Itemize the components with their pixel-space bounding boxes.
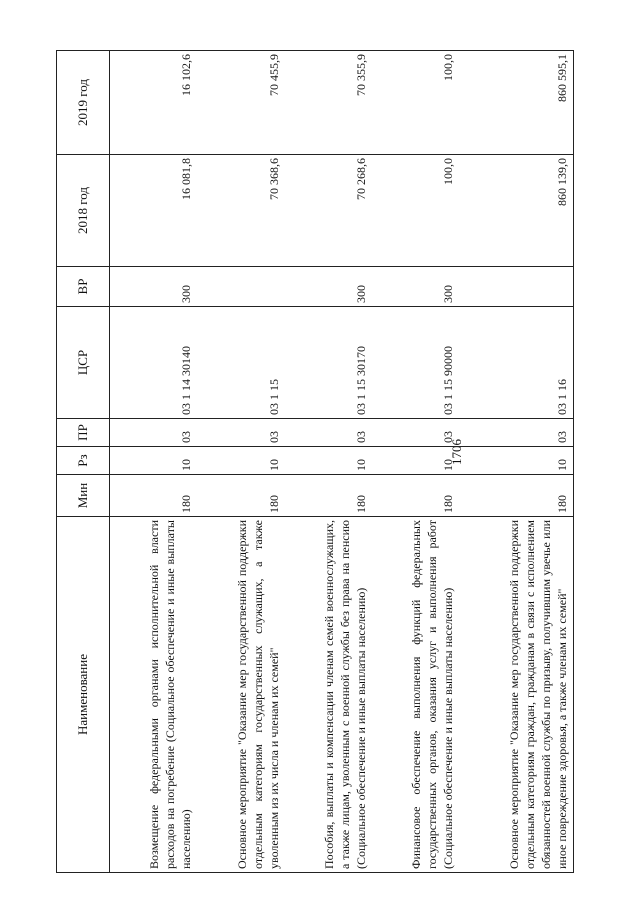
- row-name: Основное мероприятие "Оказание мер государственной поддержки отдельным категориям государственных служащих, а также уволенным из их числа и членам их семей": [197, 517, 284, 873]
- row-min: 180: [285, 475, 372, 517]
- row-pr: 03: [459, 419, 574, 447]
- row-min: 180: [110, 475, 198, 517]
- row-name: Финансовое обеспечение выполнения функций федеральных государственных органов, оказания услуг и выполнения работ (Социальное обеспечение и иные выплаты населению): [372, 517, 459, 873]
- row-2019: 860 595,1: [459, 51, 574, 155]
- table-header-row: [57, 51, 110, 873]
- row-rz: 10: [110, 447, 198, 475]
- budget-table: [56, 50, 574, 873]
- row-2018: 860 139,0: [459, 155, 574, 267]
- row-2018: 70 268,6: [285, 155, 372, 267]
- row-2019: 100,0: [372, 51, 459, 155]
- header-pr: ПР: [57, 419, 110, 447]
- row-rz: 10: [285, 447, 372, 475]
- row-vr: 300: [110, 267, 198, 307]
- row-pr: 03: [285, 419, 372, 447]
- row-2019: 70 455,9: [197, 51, 284, 155]
- row-min: 180: [372, 475, 459, 517]
- header-2018: 2018 год: [57, 155, 110, 267]
- row-csr: 03 1 16: [459, 307, 574, 419]
- row-2019: 16 102,6: [110, 51, 198, 155]
- table-row: [285, 51, 372, 873]
- row-rz: 10: [197, 447, 284, 475]
- row-rz: 10: [459, 447, 574, 475]
- row-csr: 03 1 14 30140: [110, 307, 198, 419]
- row-2018: 70 368,6: [197, 155, 284, 267]
- row-2018: 16 081,8: [110, 155, 198, 267]
- row-vr: 300: [372, 267, 459, 307]
- table-row: [110, 51, 198, 873]
- header-rz: Рз: [57, 447, 110, 475]
- row-name: Основное мероприятие "Оказание мер государственной поддержки отдельным категориям граждан, гражданам в связи с исполнением обязанностей военной службы по призыву, получившим увечье или иное повреждение здоровья, а также членам их семей": [459, 517, 574, 873]
- row-csr: 03 1 15 90000: [372, 307, 459, 419]
- table-row: [459, 51, 574, 873]
- row-min: 180: [459, 475, 574, 517]
- table-row: [372, 51, 459, 873]
- header-min: Мин: [57, 475, 110, 517]
- row-csr: 03 1 15 30170: [285, 307, 372, 419]
- row-pr: 03: [372, 419, 459, 447]
- header-2019: 2019 год: [57, 51, 110, 155]
- header-vr: ВР: [57, 267, 110, 307]
- header-csr: ЦСР: [57, 307, 110, 419]
- row-2018: 100,0: [372, 155, 459, 267]
- row-name: Возмещение федеральными органами исполнительной власти расходов на погребение (Социальное обеспечение и иные выплаты населению): [110, 517, 198, 873]
- row-vr: [197, 267, 284, 307]
- row-min: 180: [197, 475, 284, 517]
- row-name: Пособия, выплаты и компенсации членам семей военнослужащих, а также лицам, уволенным с военной службы без права на пенсию (Социальное обеспечение и иные выплаты населению): [285, 517, 372, 873]
- row-pr: 03: [110, 419, 198, 447]
- row-2019: 70 355,9: [285, 51, 372, 155]
- row-pr: 03: [197, 419, 284, 447]
- budget-table-container: [56, 51, 574, 873]
- page-number: 1706: [449, 439, 464, 465]
- header-name: Наименование: [57, 517, 110, 873]
- row-rz: 10: [372, 447, 459, 475]
- row-vr: [459, 267, 574, 307]
- row-vr: 300: [285, 267, 372, 307]
- row-csr: 03 1 15: [197, 307, 284, 419]
- table-row: [197, 51, 284, 873]
